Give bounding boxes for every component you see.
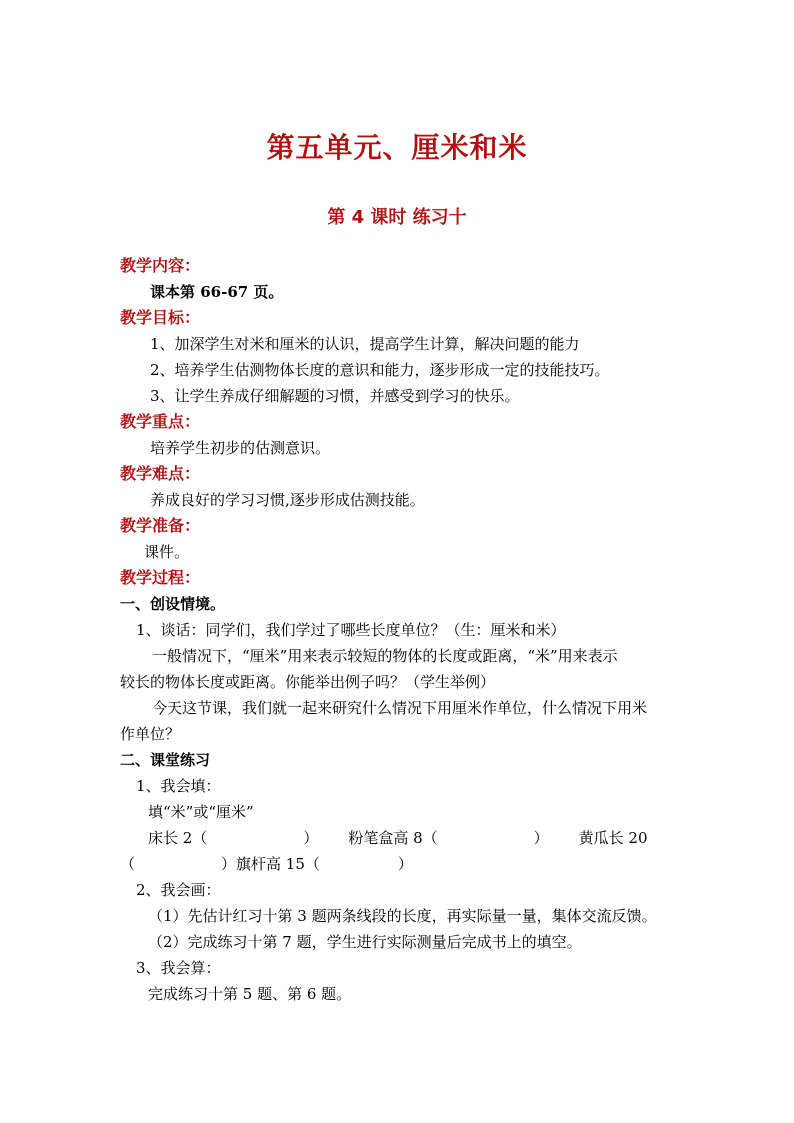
key-heading: 教学重点： (120, 412, 201, 431)
today-text: 今天这节课，我们就一起来研究什么情况下用厘米作单位，什么情况下用米 (152, 699, 648, 717)
goals-heading: 教学目标： (120, 308, 201, 327)
page-title: 第五单元、厘米和米 (266, 131, 528, 164)
explain-text: 一般情况下，“厘米”用来表示较短的物体的长度或距离，“米”用来表示 (152, 647, 618, 665)
explain-text: 较长的物体长度或距离。你能举出例子吗？（学生举例） (120, 673, 496, 691)
goal-item: 3、让学生养成仔细解题的习惯，并感受到学习的快乐。 (150, 387, 520, 405)
draw-item: （1）先估计红习十第 3 题两条线段的长度，再实际量一量，集体交流反馈。 (148, 907, 657, 925)
part2-title: 二、课堂练习 (120, 751, 211, 769)
fill-title: 1、我会填： (136, 777, 221, 795)
fill-item-bed: 床长 2（ (148, 829, 208, 847)
calc-text: 完成练习十第 5 题、第 6 题。 (148, 985, 352, 1003)
fill-item-chalkbox: 粉笔盒高 8（ (348, 829, 438, 847)
fill-paren-open: （ (120, 855, 136, 873)
fill-paren-close: ） (533, 829, 549, 847)
lesson-body (120, 253, 680, 1007)
content-heading: 教学内容： (120, 256, 201, 275)
draw-item: （2）完成练习十第 7 题，学生进行实际测量后完成书上的填空。 (148, 933, 582, 951)
goal-item: 1、加深学生对米和厘米的认识，提高学生计算，解决问题的能力 (150, 335, 580, 353)
fill-paren-close: ） (397, 855, 413, 873)
fill-item-cucumber: 黄瓜长 20 (578, 829, 648, 847)
draw-title: 2、我会画： (136, 881, 221, 899)
fill-paren-close: ） (303, 829, 319, 847)
fill-instruction: 填“米”或“厘米” (148, 803, 254, 821)
today-text: 作单位？ (120, 725, 181, 743)
fill-line-1 (120, 825, 680, 851)
lesson-subtitle: 第 4 课时 练习十 (327, 207, 467, 228)
content-text: 课本第 66-67 页。 (150, 283, 284, 301)
goal-item: 2、培养学生估测物体长度的意识和能力，逐步形成一定的技能技巧。 (150, 361, 610, 379)
difficult-text: 养成良好的学习习惯,逐步形成估测技能。 (150, 491, 425, 509)
process-heading: 教学过程： (120, 568, 201, 587)
part1-title: 一、创设情境。 (120, 595, 226, 613)
key-text: 培养学生初步的估测意识。 (150, 439, 331, 457)
calc-title: 3、我会算： (136, 959, 221, 977)
fill-line-2 (120, 851, 680, 877)
fill-item-flagpole: ）旗杆高 15（ (221, 855, 320, 873)
prep-text: 课件。 (144, 543, 190, 561)
talk-text: 1、谈话：同学们，我们学过了哪些长度单位？（生：厘米和米） (136, 621, 566, 639)
difficult-heading: 教学难点： (120, 464, 201, 483)
prep-heading: 教学准备： (120, 516, 201, 535)
